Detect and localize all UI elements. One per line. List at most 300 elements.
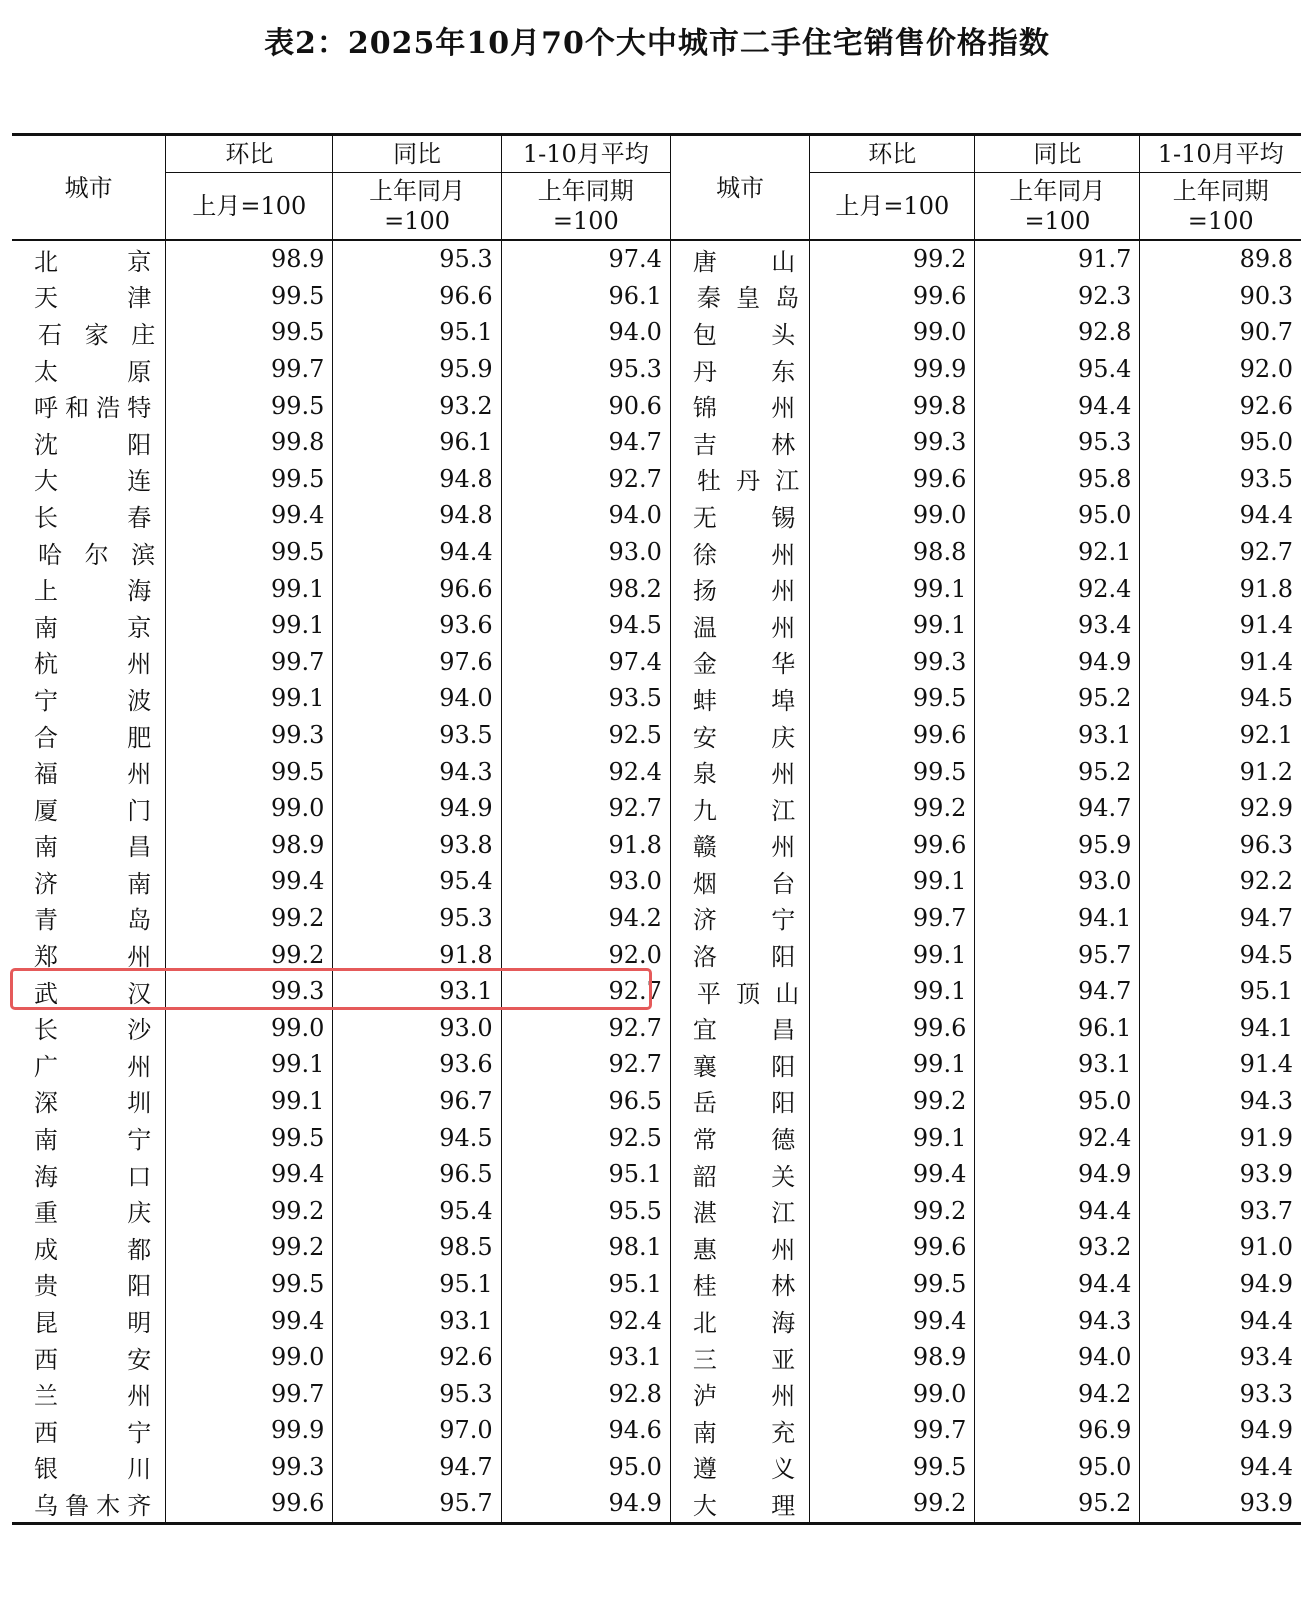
table-row [12,570,1301,607]
table-row [12,1302,1301,1339]
avg-value-right: 95.1 [1239,977,1293,1006]
mom-value-right: 99.3 [810,644,975,681]
table-row [12,1485,1301,1523]
yoy-value-left: 95.9 [333,351,501,388]
mom-value-right: 99.6 [810,461,975,498]
mom-value-left: 99.6 [166,1485,333,1523]
header-yoy-base-left: 上年同月 =100 [333,173,501,241]
yoy-value-right: 92.4 [975,1119,1140,1156]
yoy-value-right: 94.1 [975,900,1140,937]
mom-value-left: 99.0 [166,1339,333,1376]
avg-value-right: 91.2 [1239,757,1293,786]
yoy-value-left: 94.8 [333,461,501,498]
mom-value-left: 99.4 [166,497,333,534]
table-row [12,1009,1301,1046]
price-index-table [12,133,1301,1525]
avg-value-right: 89.8 [1239,245,1293,274]
yoy-value-left: 92.6 [333,1339,501,1376]
city-name-left: 大 连 [12,461,166,498]
mom-value-right: 99.6 [810,1009,975,1046]
city-name-right: 唐 山 [670,240,809,278]
city-name-left: 厦 门 [12,790,166,827]
city-name-right: 扬 州 [670,570,809,607]
yoy-value-left: 94.0 [333,680,501,717]
table-row [12,1192,1301,1229]
city-name-left: 长 春 [12,497,166,534]
header-avg-base-right: 上年同期 =100 [1140,173,1301,241]
avg-value-right: 92.6 [1239,391,1293,420]
city-name-left: 郑 州 [12,936,166,973]
avg-value-right: 94.4 [1239,1452,1293,1481]
city-name-left: 济 南 [12,863,166,900]
city-name-right: 牡 丹 江 [670,461,809,498]
avg-value-left: 92.7 [501,461,670,498]
avg-value-left: 93.5 [501,680,670,717]
table-row [12,1156,1301,1193]
city-name-right: 丹 东 [670,351,809,388]
avg-value-left: 96.1 [501,278,670,315]
mom-value-left: 99.5 [166,387,333,424]
mom-value-left: 99.5 [166,1266,333,1303]
avg-value-right: 94.9 [1239,1269,1293,1298]
avg-value-right: 92.0 [1239,355,1293,384]
avg-value-right: 93.5 [1239,464,1293,493]
yoy-value-left: 97.6 [333,644,501,681]
header-yoy-left: 同比 [333,135,501,173]
table-row [12,680,1301,717]
city-name-left: 重 庆 [12,1192,166,1229]
city-name-left: 青 岛 [12,900,166,937]
avg-value-left: 96.5 [501,1083,670,1120]
mom-value-right: 99.1 [810,936,975,973]
yoy-value-right: 95.4 [975,351,1140,388]
table-row [12,827,1301,864]
city-name-left: 乌 鲁 木 齐 [12,1485,166,1523]
yoy-value-right: 92.4 [975,570,1140,607]
city-name-right: 常 德 [670,1119,809,1156]
city-name-right: 北 海 [670,1302,809,1339]
header-city-left: 城市 [12,135,166,241]
mom-value-right: 99.1 [810,607,975,644]
city-name-right: 无 锡 [670,497,809,534]
yoy-value-right: 94.7 [975,790,1140,827]
city-name-left: 武 汉 [12,973,166,1010]
avg-value-right: 94.4 [1239,1306,1293,1335]
table-row [12,1339,1301,1376]
avg-value-right: 92.2 [1239,867,1293,896]
mom-value-right: 99.7 [810,1412,975,1449]
header-avg-base-left: 上年同期 =100 [501,173,670,241]
header-row-2 [12,173,1301,241]
yoy-value-left: 94.5 [333,1119,501,1156]
yoy-value-left: 91.8 [333,936,501,973]
mom-value-right: 99.5 [810,1266,975,1303]
yoy-value-left: 95.4 [333,863,501,900]
avg-value-right: 92.7 [1239,538,1293,567]
city-name-right: 蚌 埠 [670,680,809,717]
avg-value-left: 93.0 [501,534,670,571]
city-name-right: 宜 昌 [670,1009,809,1046]
city-name-left: 沈 阳 [12,424,166,461]
table-row [12,497,1301,534]
city-name-left: 宁 波 [12,680,166,717]
avg-value-right: 94.9 [1239,1416,1293,1445]
yoy-value-left: 98.5 [333,1229,501,1266]
city-name-left: 银 川 [12,1449,166,1486]
mom-value-right: 99.2 [810,1192,975,1229]
city-name-right: 安 庆 [670,717,809,754]
avg-value-right: 94.3 [1239,1086,1293,1115]
mom-value-left: 99.5 [166,314,333,351]
mom-value-left: 99.1 [166,1083,333,1120]
table-row [12,1229,1301,1266]
city-name-right: 秦 皇 岛 [670,278,809,315]
mom-value-left: 99.4 [166,863,333,900]
mom-value-left: 99.2 [166,1192,333,1229]
city-name-left: 西 安 [12,1339,166,1376]
city-name-left: 天 津 [12,278,166,315]
header-city-right: 城市 [670,135,809,241]
mom-value-right: 99.6 [810,1229,975,1266]
yoy-value-right: 94.4 [975,387,1140,424]
city-name-right: 烟 台 [670,863,809,900]
city-name-right: 湛 江 [670,1192,809,1229]
header-mom-right: 环比 [810,135,975,173]
city-name-right: 泉 州 [670,753,809,790]
city-name-right: 金 华 [670,644,809,681]
header-mom-base-left: 上月=100 [166,173,333,241]
mom-value-left: 99.7 [166,644,333,681]
city-name-right: 包 头 [670,314,809,351]
header-row-1 [12,135,1301,173]
city-name-right: 赣 州 [670,827,809,864]
yoy-value-left: 94.7 [333,1449,501,1486]
yoy-value-right: 92.1 [975,534,1140,571]
avg-value-left: 93.1 [501,1339,670,1376]
mom-value-right: 99.2 [810,1083,975,1120]
mom-value-right: 99.4 [810,1302,975,1339]
table-row [12,1266,1301,1303]
yoy-value-left: 95.1 [333,314,501,351]
mom-value-left: 99.1 [166,607,333,644]
yoy-value-right: 95.8 [975,461,1140,498]
city-name-right: 平 顶 山 [670,973,809,1010]
avg-value-right: 91.8 [1239,574,1293,603]
yoy-value-right: 94.2 [975,1375,1140,1412]
yoy-value-right: 94.3 [975,1302,1140,1339]
table-row [12,351,1301,388]
city-name-left: 南 京 [12,607,166,644]
yoy-value-left: 93.5 [333,717,501,754]
mom-value-left: 99.7 [166,351,333,388]
yoy-value-left: 95.1 [333,1266,501,1303]
yoy-value-left: 93.1 [333,973,501,1010]
mom-value-left: 99.9 [166,1412,333,1449]
avg-value-right: 91.4 [1239,647,1293,676]
avg-value-left: 91.8 [501,827,670,864]
yoy-value-left: 95.7 [333,1485,501,1523]
yoy-value-right: 95.3 [975,424,1140,461]
table-row [12,387,1301,424]
avg-value-left: 94.7 [501,424,670,461]
mom-value-left: 99.5 [166,534,333,571]
table-row [12,1046,1301,1083]
avg-value-right: 95.0 [1239,428,1293,457]
table-row [12,753,1301,790]
table-row [12,1449,1301,1486]
mom-value-left: 99.1 [166,680,333,717]
avg-value-left: 94.6 [501,1412,670,1449]
mom-value-right: 99.6 [810,827,975,864]
city-name-left: 长 沙 [12,1009,166,1046]
header-mom-left: 环比 [166,135,333,173]
avg-value-left: 95.0 [501,1449,670,1486]
mom-value-right: 99.1 [810,863,975,900]
avg-value-right: 93.9 [1239,1160,1293,1189]
mom-value-left: 99.1 [166,570,333,607]
avg-value-right: 91.4 [1239,611,1293,640]
mom-value-right: 98.8 [810,534,975,571]
mom-value-left: 99.0 [166,1009,333,1046]
header-yoy-right: 同比 [975,135,1140,173]
avg-value-left: 92.4 [501,1302,670,1339]
city-name-right: 锦 州 [670,387,809,424]
mom-value-right: 99.6 [810,717,975,754]
yoy-value-right: 94.0 [975,1339,1140,1376]
avg-value-right: 96.3 [1239,830,1293,859]
mom-value-right: 99.8 [810,387,975,424]
avg-value-left: 92.4 [501,753,670,790]
avg-value-left: 97.4 [501,644,670,681]
mom-value-left: 99.3 [166,1449,333,1486]
mom-value-right: 99.1 [810,570,975,607]
yoy-value-left: 96.7 [333,1083,501,1120]
header-avg-right: 1-10月平均 [1140,135,1301,173]
yoy-value-left: 95.4 [333,1192,501,1229]
yoy-value-right: 94.9 [975,1156,1140,1193]
yoy-value-left: 93.6 [333,607,501,644]
avg-value-left: 92.7 [501,1046,670,1083]
table-row [12,314,1301,351]
table-row [12,461,1301,498]
avg-value-right: 93.3 [1239,1379,1293,1408]
avg-value-right: 94.7 [1239,903,1293,932]
avg-value-right: 90.7 [1239,318,1293,347]
mom-value-right: 98.9 [810,1339,975,1376]
mom-value-right: 99.5 [810,753,975,790]
avg-value-right: 93.4 [1239,1343,1293,1372]
city-name-left: 福 州 [12,753,166,790]
mom-value-right: 99.0 [810,314,975,351]
mom-value-left: 98.9 [166,240,333,278]
mom-value-right: 99.5 [810,680,975,717]
table-row [12,790,1301,827]
yoy-value-right: 93.0 [975,863,1140,900]
yoy-value-right: 94.4 [975,1266,1140,1303]
mom-value-right: 99.2 [810,790,975,827]
city-name-left: 北 京 [12,240,166,278]
avg-value-right: 94.5 [1239,940,1293,969]
city-name-right: 桂 林 [670,1266,809,1303]
yoy-value-left: 96.1 [333,424,501,461]
table-row [12,900,1301,937]
city-name-right: 韶 关 [670,1156,809,1193]
city-name-right: 岳 阳 [670,1083,809,1120]
mom-value-left: 99.0 [166,790,333,827]
city-name-right: 大 理 [670,1485,809,1523]
city-name-left: 成 都 [12,1229,166,1266]
avg-value-right: 91.0 [1239,1233,1293,1262]
mom-value-left: 99.2 [166,900,333,937]
avg-value-right: 94.1 [1239,1013,1293,1042]
table-row [12,1083,1301,1120]
table-row [12,717,1301,754]
city-name-left: 杭 州 [12,644,166,681]
yoy-value-right: 94.4 [975,1192,1140,1229]
mom-value-right: 99.9 [810,351,975,388]
avg-value-left: 93.0 [501,863,670,900]
avg-value-right: 91.9 [1239,1123,1293,1152]
yoy-value-left: 96.6 [333,278,501,315]
city-name-right: 襄 阳 [670,1046,809,1083]
city-name-left: 深 圳 [12,1083,166,1120]
city-name-left: 广 州 [12,1046,166,1083]
yoy-value-right: 91.7 [975,240,1140,278]
avg-value-left: 92.8 [501,1375,670,1412]
table-row [12,534,1301,571]
yoy-value-left: 95.3 [333,1375,501,1412]
mom-value-left: 99.3 [166,717,333,754]
yoy-value-left: 93.2 [333,387,501,424]
yoy-value-right: 95.0 [975,1449,1140,1486]
yoy-value-left: 94.8 [333,497,501,534]
yoy-value-right: 95.2 [975,680,1140,717]
yoy-value-right: 95.7 [975,936,1140,973]
mom-value-left: 99.4 [166,1156,333,1193]
yoy-value-right: 93.2 [975,1229,1140,1266]
table-row [12,1119,1301,1156]
avg-value-left: 90.6 [501,387,670,424]
yoy-value-left: 93.8 [333,827,501,864]
avg-value-right: 93.9 [1140,1485,1301,1523]
avg-value-left: 94.5 [501,607,670,644]
yoy-value-right: 95.0 [975,1083,1140,1120]
mom-value-left: 99.5 [166,753,333,790]
yoy-value-left: 97.0 [333,1412,501,1449]
yoy-value-left: 94.3 [333,753,501,790]
mom-value-left: 99.4 [166,1302,333,1339]
avg-value-right: 93.7 [1239,1196,1293,1225]
avg-value-left: 98.2 [501,570,670,607]
yoy-value-right: 96.1 [975,1009,1140,1046]
mom-value-right: 99.1 [810,1046,975,1083]
avg-value-left: 94.2 [501,900,670,937]
mom-value-right: 99.0 [810,1375,975,1412]
mom-value-left: 99.2 [166,936,333,973]
mom-value-right: 99.5 [810,1449,975,1486]
city-name-right: 吉 林 [670,424,809,461]
city-name-right: 温 州 [670,607,809,644]
mom-value-left: 99.1 [166,1046,333,1083]
avg-value-right: 92.9 [1239,794,1293,823]
yoy-value-left: 95.3 [333,240,501,278]
avg-value-left: 94.9 [501,1485,670,1523]
yoy-value-right: 95.0 [975,497,1140,534]
yoy-value-right: 93.4 [975,607,1140,644]
city-name-right: 九 江 [670,790,809,827]
avg-value-right: 92.1 [1239,721,1293,750]
city-name-right: 泸 州 [670,1375,809,1412]
mom-value-right: 99.2 [810,1485,975,1523]
mom-value-right: 99.6 [810,278,975,315]
mom-value-left: 99.8 [166,424,333,461]
table-row [12,1412,1301,1449]
avg-value-left: 95.5 [501,1192,670,1229]
city-name-left: 太 原 [12,351,166,388]
avg-value-right: 90.3 [1239,281,1293,310]
yoy-value-right: 96.9 [975,1412,1140,1449]
yoy-value-left: 94.9 [333,790,501,827]
mom-value-right: 99.4 [810,1156,975,1193]
avg-value-right: 94.5 [1239,684,1293,713]
city-name-left: 贵 阳 [12,1266,166,1303]
yoy-value-right: 95.2 [975,753,1140,790]
mom-value-right: 99.1 [810,973,975,1010]
page-title: 表2：2025年10月70个大中城市二手住宅销售价格指数 [264,26,1050,61]
table-row [12,424,1301,461]
yoy-value-right: 93.1 [975,717,1140,754]
mom-value-left: 98.9 [166,827,333,864]
avg-value-left: 92.0 [501,936,670,973]
city-name-left: 合 肥 [12,717,166,754]
city-name-left: 海 口 [12,1156,166,1193]
avg-value-left: 92.7 [501,973,670,1010]
yoy-value-left: 93.6 [333,1046,501,1083]
mom-value-left: 99.3 [166,973,333,1010]
city-name-left: 哈 尔 滨 [12,534,166,571]
header-avg-left: 1-10月平均 [501,135,670,173]
yoy-value-left: 96.5 [333,1156,501,1193]
yoy-value-right: 95.9 [975,827,1140,864]
avg-value-left: 98.1 [501,1229,670,1266]
avg-value-left: 92.7 [501,1009,670,1046]
city-name-right: 三 亚 [670,1339,809,1376]
avg-value-left: 95.1 [501,1266,670,1303]
avg-value-right: 91.4 [1239,1050,1293,1079]
avg-value-left: 95.1 [501,1156,670,1193]
city-name-left: 昆 明 [12,1302,166,1339]
avg-value-left: 94.0 [501,497,670,534]
avg-value-left: 97.4 [501,240,670,278]
table-body [12,240,1301,1523]
table-row [12,863,1301,900]
avg-value-left: 92.5 [501,717,670,754]
yoy-value-right: 94.7 [975,973,1140,1010]
table-row [12,240,1301,278]
yoy-value-left: 95.3 [333,900,501,937]
city-name-left: 南 宁 [12,1119,166,1156]
yoy-value-right: 94.9 [975,644,1140,681]
table-row [12,1375,1301,1412]
mom-value-left: 99.5 [166,461,333,498]
city-name-right: 济 宁 [670,900,809,937]
yoy-value-left: 96.6 [333,570,501,607]
yoy-value-left: 93.1 [333,1302,501,1339]
table-row [12,278,1301,315]
city-name-left: 南 昌 [12,827,166,864]
table-row [12,607,1301,644]
avg-value-right: 94.4 [1239,501,1293,530]
